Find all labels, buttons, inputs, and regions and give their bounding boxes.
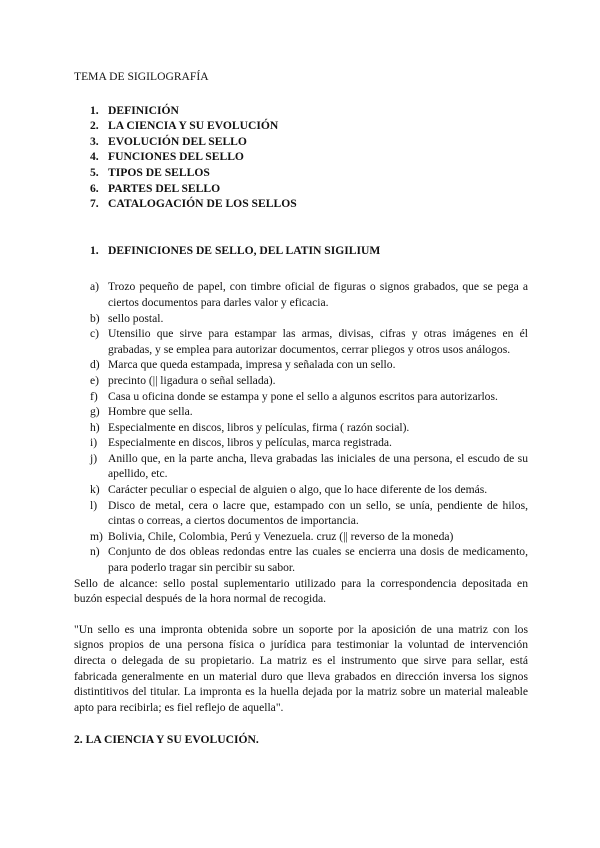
document-page	[74, 69, 528, 748]
definitions-list	[90, 279, 528, 575]
toc-item: 5. TIPOS DE SELLOS	[90, 165, 210, 179]
toc-item: 2. LA CIENCIA Y SU EVOLUCIÓN	[90, 119, 279, 133]
toc-item: 7. CATALOGACIÓN DE LOS SELLOS	[90, 197, 297, 211]
list-item: i) Especialmente en discos, libros y películas, marca registrada.	[90, 436, 392, 450]
toc-item-label: CATALOGACIÓN DE LOS SELLOS	[108, 197, 297, 211]
toc-item-label: DEFINICIÓN	[108, 103, 179, 117]
table-of-contents	[90, 103, 528, 212]
toc-item: 3. EVOLUCIÓN DEL SELLO	[90, 134, 247, 148]
section-heading: 1. DEFINICIONES DE SELLO, DEL LATIN SIGILIUM	[90, 243, 381, 257]
section-heading-2: 2. LA CIENCIA Y SU EVOLUCIÓN.	[74, 733, 259, 747]
list-item: g) Hombre que sella.	[90, 405, 193, 419]
list-item: f) Casa u oficina donde se estampa y pone el sello a algunos escritos para autorizarlos.	[90, 389, 498, 403]
toc-item-label: PARTES DEL SELLO	[108, 181, 221, 195]
list-item: h) Especialmente en discos, libros y películas, firma ( razón social).	[90, 420, 410, 434]
list-item: e) precinto (|| ligadura o señal sellada).	[90, 373, 276, 387]
list-item: j) Anillo que, en la parte ancha, lleva grabadas las iniciales de una persona, el escudo de su apellido, etc.	[90, 451, 528, 481]
document-title: TEMA DE SIGILOGRAFÍA	[74, 70, 209, 83]
list-item: c) Utensilio que sirve para estampar las armas, divisas, cifras y otras imágenes en él grabadas, y se emplea para autorizar documentos, cerrar pliegos y otros usos análogos.	[90, 327, 528, 356]
toc-item: 4. FUNCIONES DEL SELLO	[90, 150, 244, 164]
list-item: m) Bolivia, Chile, Colombia, Perú y Venezuela. cruz (|| reverso de la moneda)	[90, 529, 454, 543]
toc-item-label: LA CIENCIA Y SU EVOLUCIÓN	[108, 119, 279, 133]
toc-item-label: TIPOS DE SELLOS	[108, 165, 210, 179]
alcance-paragraph: Sello de alcance: sello postal suplementario utilizado para la correspondencia depositada en buzón especial después de la hora normal de recogida.	[74, 576, 528, 606]
list-item: a) Trozo pequeño de papel, con timbre oficial de figuras o signos grabados, que se pega a ciertos documentos para darles valor y eficacia.	[90, 280, 528, 309]
list-item: l) Disco de metal, cera o lacre que, estampado con un sello, se unía, pendiente de hilos, cintas o correas, a ciertos documentos de importancia.	[90, 498, 528, 528]
list-item: b) sello postal.	[90, 311, 164, 325]
toc-item: 1. DEFINICIÓN	[90, 103, 179, 117]
list-item: n) Conjunto de dos obleas redondas entre las cuales se encierra una dosis de medicamento, para poderlo tragar sin percibir su sabor.	[90, 545, 528, 575]
toc-item: 6. PARTES DEL SELLO	[90, 181, 221, 195]
toc-item-label: FUNCIONES DEL SELLO	[108, 150, 244, 164]
list-item: k) Carácter peculiar o especial de alguien o algo, que lo hace diferente de los demás.	[90, 483, 488, 497]
quote-paragraph: "Un sello es una impronta obtenida sobre un soporte por la aposición de una matriz con los signos propios de una persona física o jurídica para testimoniar la voluntad de intervención directa o delegada de su propietario. La matriz es el instrumento que sirve para sellar, está fabricada generalmente en un material duro que lleva grabados en dirección inversa los signos distintitivos del titular. La impronta es la huella dejada por la matriz sobre un material maleable apto para recibirla; es fiel reflejo de aquella".	[74, 622, 528, 714]
toc-item-label: EVOLUCIÓN DEL SELLO	[108, 134, 247, 148]
list-item: d) Marca que queda estampada, impresa y señalada con un sello.	[90, 358, 396, 372]
section-heading-text: DEFINICIONES DE SELLO, DEL LATIN SIGILIUM	[108, 243, 381, 257]
